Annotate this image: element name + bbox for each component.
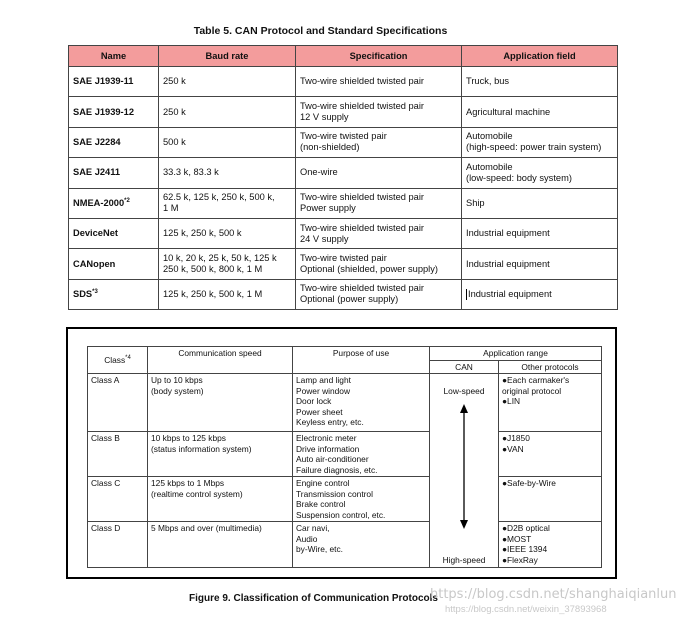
row-application-field: Automobile (low-speed: body system) bbox=[462, 158, 618, 188]
row-application-field: Agricultural machine bbox=[462, 97, 618, 127]
row-specification: Two-wire twisted pair Optional (shielded, power supply) bbox=[296, 249, 462, 279]
header-application-field: Application field bbox=[462, 46, 618, 67]
f9-purpose: Electronic meter Drive information Auto air-conditioner Failure diagnosis, etc. bbox=[293, 432, 430, 477]
f9-purpose: Lamp and light Power window Door lock Power sheet Keyless entry, etc. bbox=[293, 374, 430, 432]
row-name: SAE J2411 bbox=[69, 158, 159, 188]
row-application-field: Truck, bus bbox=[462, 67, 618, 97]
f9-header-class: Class$^{*4}$ bbox=[88, 347, 148, 374]
f9-other-protocols: ●D2B optical ●MOST ●IEEE 1394 ●FlexRay bbox=[499, 522, 602, 568]
f9-header-purpose: Purpose of use bbox=[293, 347, 430, 374]
row-name: SAE J1939-12 bbox=[69, 97, 159, 127]
table5-title: Table 5. CAN Protocol and Standard Specifications bbox=[193, 25, 448, 37]
f9-class: Class A bbox=[88, 374, 148, 432]
can-low-speed-label: Low-speed bbox=[443, 386, 485, 396]
row-baud-rate: 125 k, 250 k, 500 k bbox=[159, 218, 296, 248]
f9-class: Class B bbox=[88, 432, 148, 477]
row-baud-rate: 125 k, 250 k, 500 k, 1 M bbox=[159, 279, 296, 309]
row-baud-rate: 33.3 k, 83.3 k bbox=[159, 158, 296, 188]
figure9-table bbox=[87, 346, 602, 568]
f9-speed: 125 kbps to 1 Mbps (realtime control system) bbox=[148, 477, 293, 522]
table5 bbox=[68, 45, 618, 310]
table5-row bbox=[69, 188, 618, 218]
f9-row bbox=[88, 477, 602, 522]
row-name: SAE J1939-11 bbox=[69, 67, 159, 97]
f9-purpose: Engine control Transmission control Brake control Suspension control, etc. bbox=[293, 477, 430, 522]
table5-row bbox=[69, 279, 618, 309]
f9-header-speed: Communication speed bbox=[148, 347, 293, 374]
row-name: SAE J2284 bbox=[69, 127, 159, 157]
f9-row bbox=[88, 432, 602, 477]
f9-speed: 5 Mbps and over (multimedia) bbox=[148, 522, 293, 568]
f9-header-other: Other protocols bbox=[499, 360, 602, 374]
f9-other-protocols: ●J1850 ●VAN bbox=[499, 432, 602, 477]
f9-other-protocols: ●Each carmaker's original protocol ●LIN bbox=[499, 374, 602, 432]
row-baud-rate: 62.5 k, 125 k, 250 k, 500 k, 1 M bbox=[159, 188, 296, 218]
header-specification: Specification bbox=[296, 46, 462, 67]
row-application-field: Industrial equipment bbox=[462, 279, 618, 309]
f9-purpose: Car navi, Audio by-Wire, etc. bbox=[293, 522, 430, 568]
row-baud-rate: 250 k bbox=[159, 97, 296, 127]
f9-class: Class D bbox=[88, 522, 148, 568]
row-specification: Two-wire twisted pair (non-shielded) bbox=[296, 127, 462, 157]
row-name: NMEA-2000$^{*2}$ bbox=[69, 188, 159, 218]
row-specification: One-wire bbox=[296, 158, 462, 188]
watermark-sub: https://blog.csdn.net/weixin_37893968 bbox=[445, 604, 607, 615]
f9-can-range bbox=[430, 374, 499, 568]
f9-header-can: CAN bbox=[430, 360, 499, 374]
f9-class: Class C bbox=[88, 477, 148, 522]
row-application-field: Industrial equipment bbox=[462, 218, 618, 248]
row-application-field: Automobile (high-speed: power train system) bbox=[462, 127, 618, 157]
f9-speed: Up to 10 kbps (body system) bbox=[148, 374, 293, 432]
table5-row bbox=[69, 67, 618, 97]
f9-row bbox=[88, 522, 602, 568]
row-specification: Two-wire shielded twisted pair Power supply bbox=[296, 188, 462, 218]
header-baud-rate: Baud rate bbox=[159, 46, 296, 67]
text-cursor bbox=[466, 289, 467, 300]
double-arrow-icon bbox=[459, 404, 469, 529]
row-baud-rate: 250 k bbox=[159, 67, 296, 97]
row-specification: Two-wire shielded twisted pair 12 V supply bbox=[296, 97, 462, 127]
row-baud-rate: 500 k bbox=[159, 127, 296, 157]
f9-row bbox=[88, 374, 602, 432]
row-name: CANopen bbox=[69, 249, 159, 279]
table5-row bbox=[69, 249, 618, 279]
f9-speed: 10 kbps to 125 kbps (status information system) bbox=[148, 432, 293, 477]
f9-other-protocols: ●Safe-by-Wire bbox=[499, 477, 602, 522]
table5-row bbox=[69, 97, 618, 127]
row-name: DeviceNet bbox=[69, 218, 159, 248]
table5-header-row bbox=[69, 46, 618, 67]
row-specification: Two-wire shielded twisted pair Optional (power supply) bbox=[296, 279, 462, 309]
header-name: Name bbox=[69, 46, 159, 67]
figure9-caption: Figure 9. Classification of Communication Protocols bbox=[189, 593, 438, 604]
f9-header-range: Application range bbox=[430, 347, 602, 361]
row-name: SDS$^{*3}$ bbox=[69, 279, 159, 309]
row-specification: Two-wire shielded twisted pair bbox=[296, 67, 462, 97]
row-application-field: Ship bbox=[462, 188, 618, 218]
row-baud-rate: 10 k, 20 k, 25 k, 50 k, 125 k 250 k, 500 k, 800 k, 1 M bbox=[159, 249, 296, 279]
row-application-field: Industrial equipment bbox=[462, 249, 618, 279]
table5-row bbox=[69, 218, 618, 248]
table5-row bbox=[69, 127, 618, 157]
row-specification: Two-wire shielded twisted pair 24 V supply bbox=[296, 218, 462, 248]
watermark: https://blog.csdn.net/shanghaiqianlun bbox=[430, 587, 677, 602]
can-high-speed-label: High-speed bbox=[442, 554, 486, 565]
table5-row bbox=[69, 158, 618, 188]
